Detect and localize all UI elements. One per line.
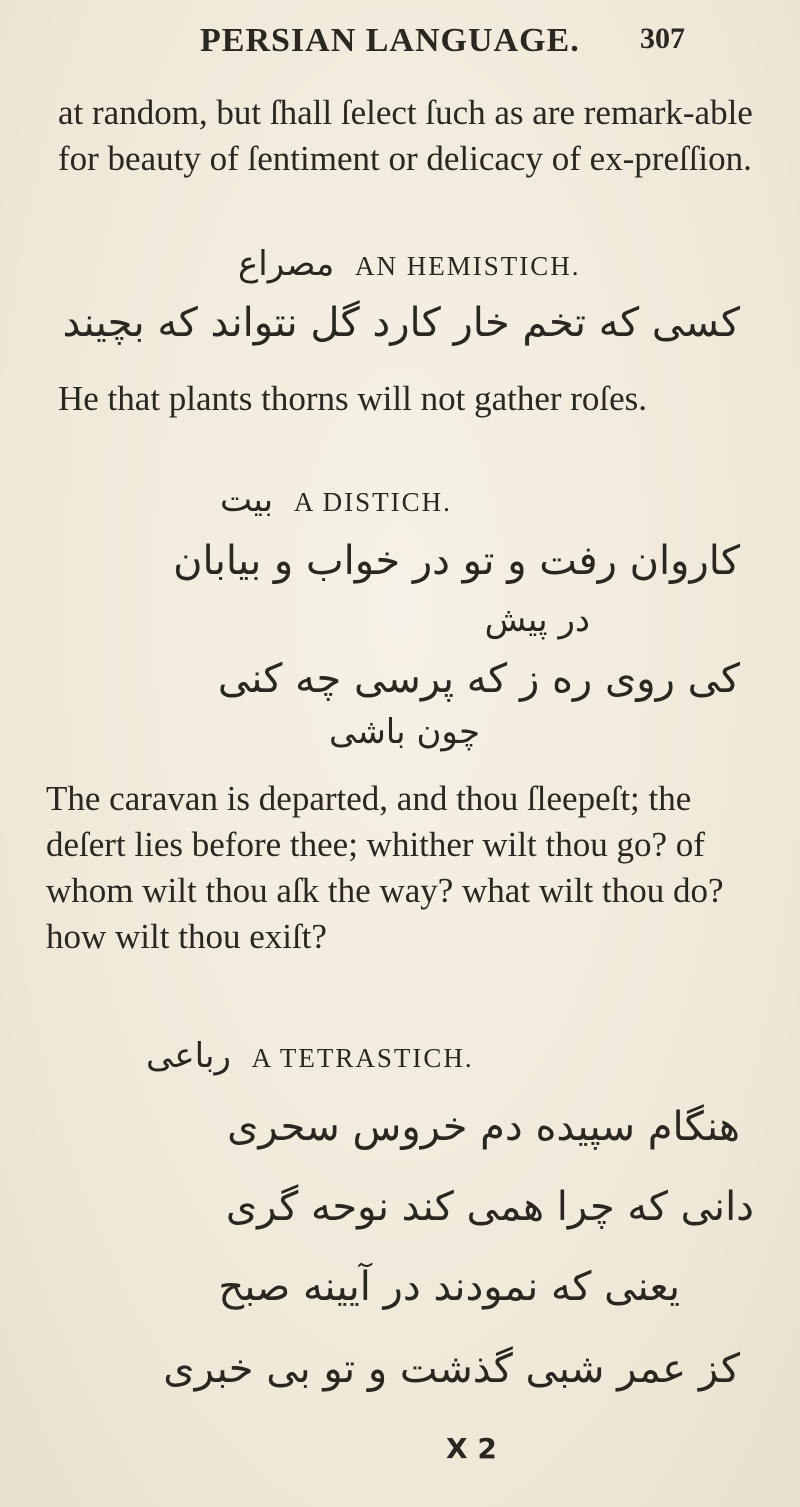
intro-paragraph: at random, but ſhall ſelect ſuch as are remark-able for beauty of ſentiment or delicacy of ex-preſſion.: [58, 93, 753, 178]
hemistich-heading-english: AN HEMISTICH.: [354, 251, 581, 281]
tetrastich-heading-english: A TETRASTICH.: [251, 1043, 474, 1073]
distich-persian-line-4: چون باشى: [328, 712, 480, 752]
tetrastich-persian-line-4: كز عمر شبى گذشت و تو بى خبرى: [163, 1346, 740, 1392]
distich-persian-line-1: كاروان رفت و تو در خواب و بيابان: [173, 538, 740, 584]
tetrastich-persian-line-2: دانى كه چرا همى كند نوحه گرى: [225, 1184, 754, 1230]
signature-mark: X 2: [446, 1432, 497, 1465]
distich-heading: [220, 480, 452, 520]
hemistich-heading-persian: مصراع: [238, 244, 335, 284]
hemistich-persian-verse: كسى كه تخم خار كارد گل نتواند كه بچيند: [62, 300, 740, 346]
hemistich-translation: He that plants thorns will not gather roſes.: [58, 379, 648, 418]
distich-persian-line-2: در پيش: [484, 600, 590, 640]
tetrastich-persian-line-3: يعنى كه نمودند در آيينه صبح: [218, 1264, 680, 1310]
tetrastich-heading-persian: رباعى: [146, 1036, 231, 1076]
hemistich-heading: [238, 244, 580, 284]
distich-heading-persian: بيت: [220, 480, 274, 520]
page-number: 307: [640, 22, 685, 55]
tetrastich-persian-line-1: هنگام سپيده دم خروس سحرى: [227, 1104, 740, 1150]
distich-translation: The caravan is departed, and thou ſleepeſt; the deſert lies before thee; whither wilt thou go? of whom wilt thou aſk the way? what wilt thou do? how wilt thou exiſt?: [46, 779, 724, 956]
distich-persian-line-3: كى روى ره ز كه پرسى چه كنى: [217, 656, 740, 702]
tetrastich-heading: [146, 1036, 474, 1076]
distich-heading-english: A DISTICH.: [293, 487, 452, 517]
running-head: PERSIAN LANGUAGE.: [200, 22, 580, 59]
